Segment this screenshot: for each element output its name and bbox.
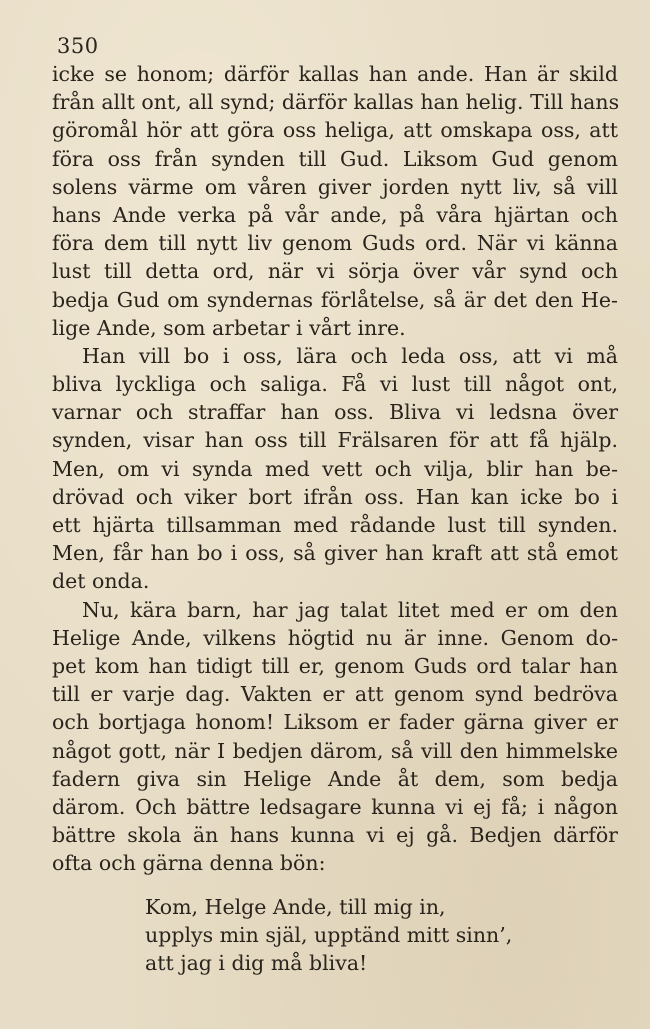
text-line: föra oss från synden till Gud. Liksom Gud genom xyxy=(52,146,618,171)
text-line: bliva lyckliga och saliga. Få vi lust till något ont, xyxy=(52,372,618,397)
text-line: drövad och viker bort ifrån oss. Han kan icke bo i xyxy=(52,484,618,509)
text-line: bedja Gud om syndernas förlåtelse, så är det den He- xyxy=(52,287,618,312)
text-line: synden, visar han oss till Frälsaren för att få hjälp. xyxy=(52,428,618,453)
text-line: lust till detta ord, när vi sörja över vår synd och xyxy=(52,259,618,284)
text-line: något gott, när I bedjen därom, så vill den himmelske xyxy=(52,738,618,763)
text-line: ofta och gärna denna bön: xyxy=(52,851,326,876)
text-line: och bortjaga honom! Liksom er fader gärna giver er xyxy=(52,710,618,735)
text-line: Nu, kära barn, har jag talat litet med er om den xyxy=(82,597,618,622)
text-line: hans Ande verka på vår ande, på våra hjärtan och xyxy=(52,202,618,227)
text-line: ett hjärta tillsamman med rådande lust till synden. xyxy=(52,513,618,537)
text-line: föra dem till nytt liv genom Guds ord. När vi känna xyxy=(52,231,618,256)
body-text xyxy=(52,60,618,877)
text-line: det onda. xyxy=(52,569,150,594)
page-number: 350 xyxy=(57,34,99,58)
text-line: göromål hör att göra oss heliga, att omskapa oss, att xyxy=(52,118,618,143)
text-line: lige Ande, som arbetar i vårt inre. xyxy=(52,315,406,340)
text-line: därom. Och bättre ledsagare kunna vi ej få; i någon xyxy=(52,794,618,819)
verse-line: att jag i dig må bliva! xyxy=(145,951,368,976)
text-line: pet kom han tidigt till er, genom Guds ord talar han xyxy=(52,653,618,678)
text-line: Men, om vi synda med vett och vilja, blir han be- xyxy=(52,456,618,481)
text-line: fadern giva sin Helige Ande åt dem, som bedja xyxy=(52,766,618,791)
text-line: solens värme om våren giver jorden nytt liv, så vill xyxy=(52,174,618,199)
verse-line: upplys min själ, upptänd mitt sinn’, xyxy=(145,923,513,948)
text-line: Helige Ande, vilkens högtid nu är inne. Genom do- xyxy=(52,625,618,650)
verse-line: Kom, Helge Ande, till mig in, xyxy=(145,895,446,919)
text-line: Men, får han bo i oss, så giver han kraft att stå emot xyxy=(52,541,618,566)
text-line: icke se honom; därför kallas han ande. Han är skild xyxy=(52,62,618,86)
text-line: till er varje dag. Vakten er att genom synd bedröva xyxy=(52,682,618,707)
hymn-verse xyxy=(145,893,565,978)
text-line: varnar och straffar han oss. Bliva vi ledsna över xyxy=(52,400,618,425)
text-line: bättre skola än hans kunna vi ej gå. Bedjen därför xyxy=(52,823,618,848)
text-line: Han vill bo i oss, lära och leda oss, att vi må xyxy=(82,343,618,368)
text-line: från allt ont, all synd; därför kallas han helig. Till hans xyxy=(52,90,620,115)
